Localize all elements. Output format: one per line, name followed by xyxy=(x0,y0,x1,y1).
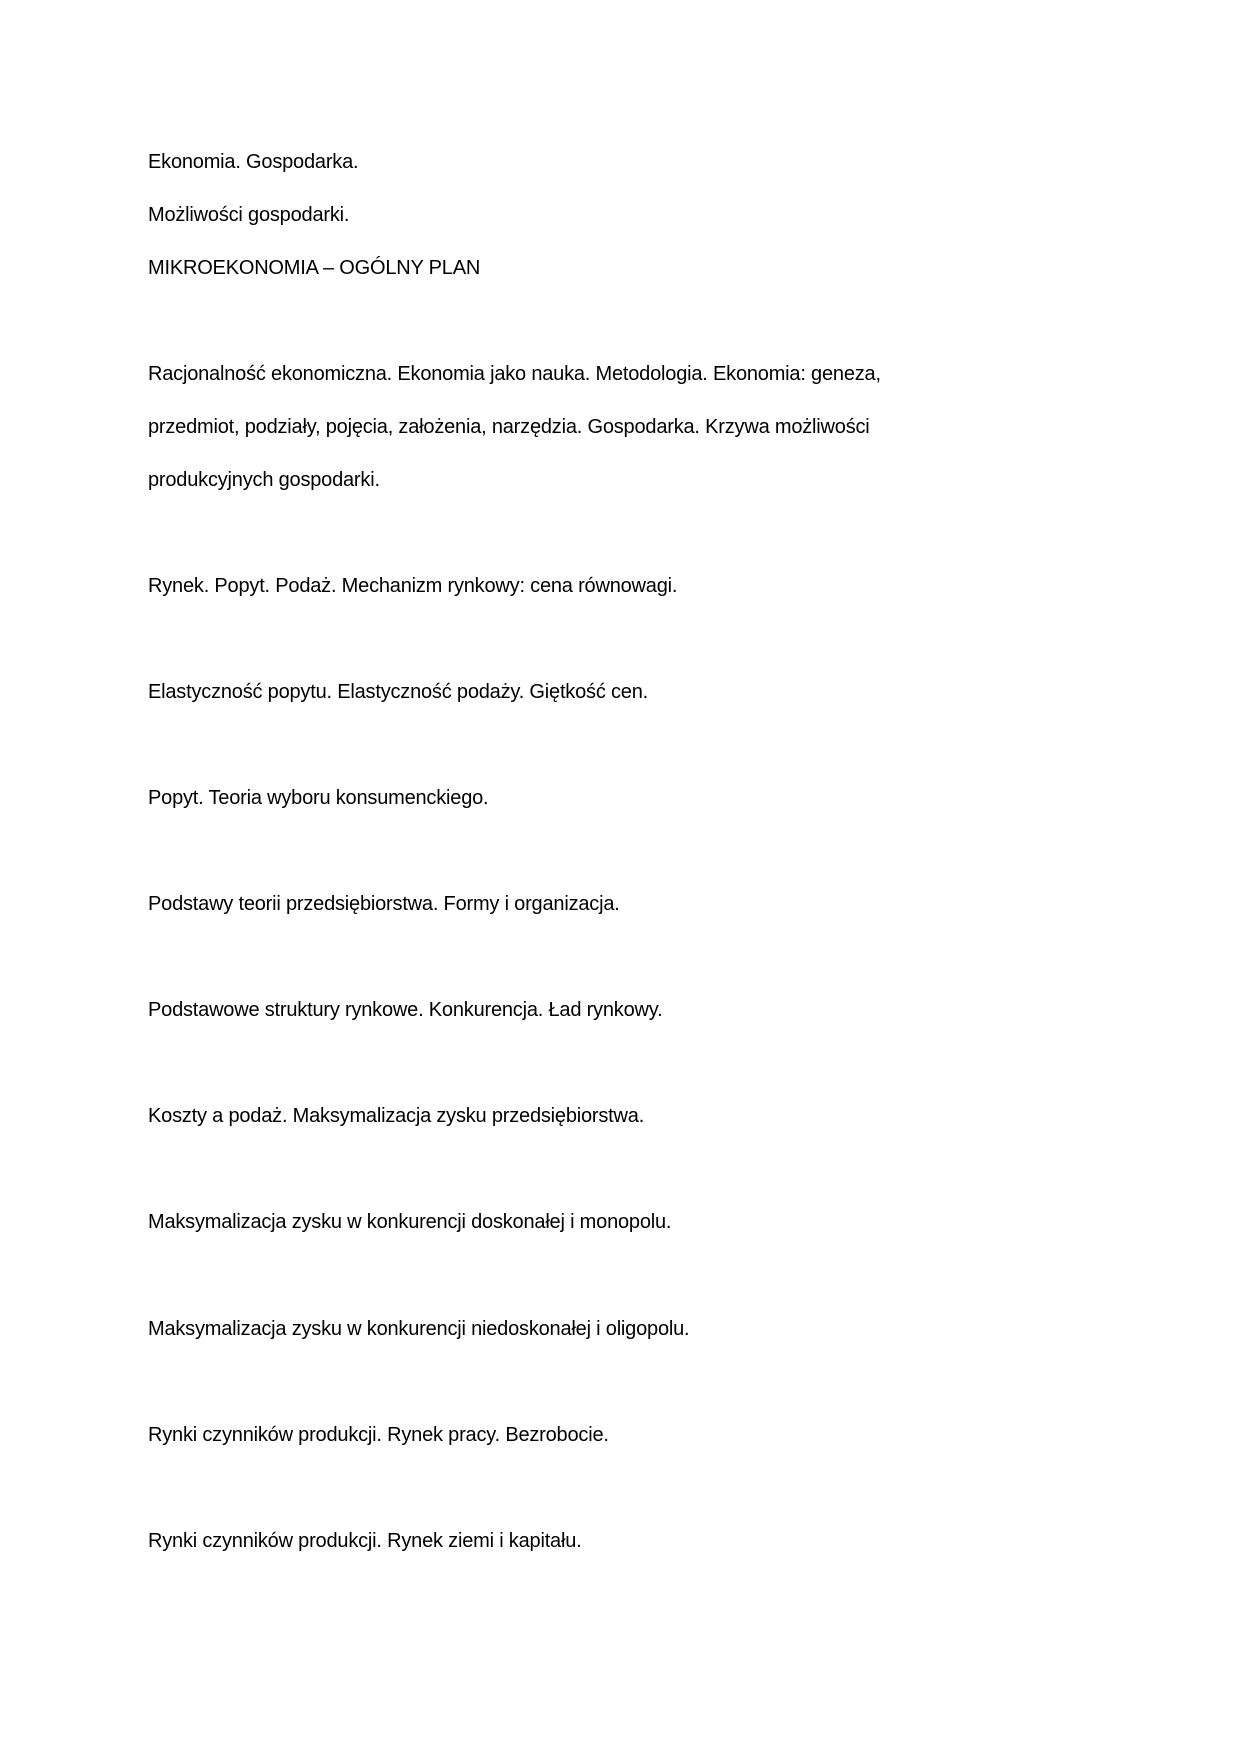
topic-item: Popyt. Teoria wyboru konsumenckiego. xyxy=(148,787,489,809)
intro-line-1: Racjonalność ekonomiczna. Ekonomia jako nauka. Metodologia. Ekonomia: geneza, xyxy=(148,363,881,385)
intro-line-2: przedmiot, podziały, pojęcia, założenia, narzędzia. Gospodarka. Krzywa możliwości xyxy=(148,416,870,438)
intro-line-3: produkcyjnych gospodarki. xyxy=(148,469,380,491)
topic-item: Rynki czynników produkcji. Rynek ziemi i kapitału. xyxy=(148,1530,582,1552)
topic-item: Podstawy teorii przedsiębiorstwa. Formy i organizacja. xyxy=(148,893,620,915)
topic-item: Rynek. Popyt. Podaż. Mechanizm rynkowy: cena równowagi. xyxy=(148,575,678,597)
document-title: MIKROEKONOMIA – OGÓLNY PLAN xyxy=(148,257,481,279)
topic-item: Maksymalizacja zysku w konkurencji doskonałej i monopolu. xyxy=(148,1211,672,1233)
header-line-1: Ekonomia. Gospodarka. xyxy=(148,151,359,173)
topic-item: Maksymalizacja zysku w konkurencji niedoskonałej i oligopolu. xyxy=(148,1318,690,1340)
topic-item: Elastyczność popytu. Elastyczność podaży. Giętkość cen. xyxy=(148,681,648,703)
topic-item: Koszty a podaż. Maksymalizacja zysku przedsiębiorstwa. xyxy=(148,1105,645,1127)
topic-item: Podstawowe struktury rynkowe. Konkurencja. Ład rynkowy. xyxy=(148,999,663,1021)
topic-item: Rynki czynników produkcji. Rynek pracy. Bezrobocie. xyxy=(148,1424,609,1446)
header-line-2: Możliwości gospodarki. xyxy=(148,204,350,226)
